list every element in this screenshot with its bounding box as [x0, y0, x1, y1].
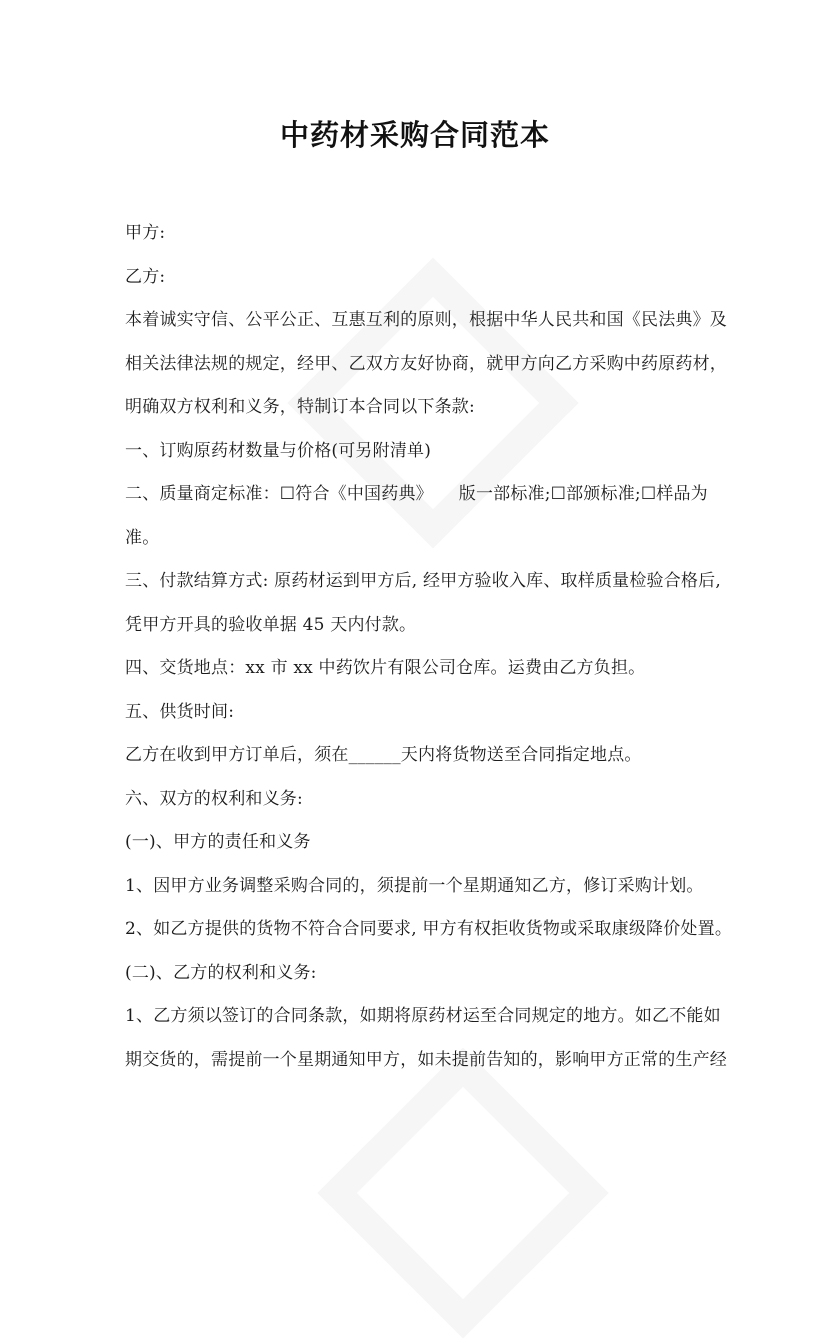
- subsection-b-item-1-line-1: 1、乙方须以签订的合同条款，如期将原药材运至合同规定的地方。如乙不能如: [125, 1006, 721, 1026]
- subsection-b-heading: (二)、乙方的权利和义务:: [125, 962, 317, 983]
- clause-4-line: 四、交货地点：xx 市 xx 中药饮片有限公司仓库。运费由乙方负担。: [125, 658, 646, 678]
- clause-5-heading: 五、供货时间:: [125, 701, 235, 722]
- clause-2-line-2: 准。: [125, 527, 160, 548]
- preamble-line-1: 本着诚实守信、公平公正、互惠互利的原则，根据中华人民共和国《民法典》及: [125, 310, 727, 330]
- document-title: 中药材采购合同范本: [279, 118, 550, 152]
- clause-3-line-2: 凭甲方开具的验收单据 45 天内付款。: [125, 614, 417, 635]
- subsection-a-item-1: 1、因甲方业务调整采购合同的，须提前一个星期通知乙方，修订采购计划。: [125, 875, 704, 896]
- clause-5-body: 乙方在收到甲方订单后，须在______天内将货物送至合同指定地点。: [125, 745, 642, 765]
- clause-6-heading: 六、双方的权利和义务:: [125, 788, 303, 809]
- clause-1-heading: 一、订购原药材数量与价格(可另附清单): [125, 440, 432, 461]
- clause-2-line-1: 二、质量商定标准：☐符合《中国药典》 版一部标准;☐部颁标准;☐样品为: [125, 484, 708, 504]
- subsection-a-heading: (一)、甲方的责任和义务: [125, 832, 311, 852]
- clause-3-line-1: 三、付款结算方式: 原药材运到甲方后, 经甲方验收入库、取样质量检验合格后,: [125, 571, 721, 591]
- subsection-b-item-1-line-2: 期交货的，需提前一个星期通知甲方，如未提前告知的，影响甲方正常的生产经: [125, 1049, 727, 1070]
- party-b-line: 乙方:: [125, 266, 166, 287]
- watermark-shape-bottom: [317, 1047, 608, 1338]
- preamble-line-2: 相关法律法规的规定，经甲、乙双方友好协商，就甲方向乙方采购中药原药材，: [125, 353, 727, 374]
- party-a-line: 甲方:: [125, 223, 166, 243]
- preamble-line-3: 明确双方权利和义务，特制订本合同以下条款:: [125, 397, 475, 417]
- document-body: [125, 214, 733, 1084]
- subsection-a-item-2: 2、如乙方提供的货物不符合合同要求, 甲方有权拒收货物或采取康级降价处置。: [125, 919, 733, 939]
